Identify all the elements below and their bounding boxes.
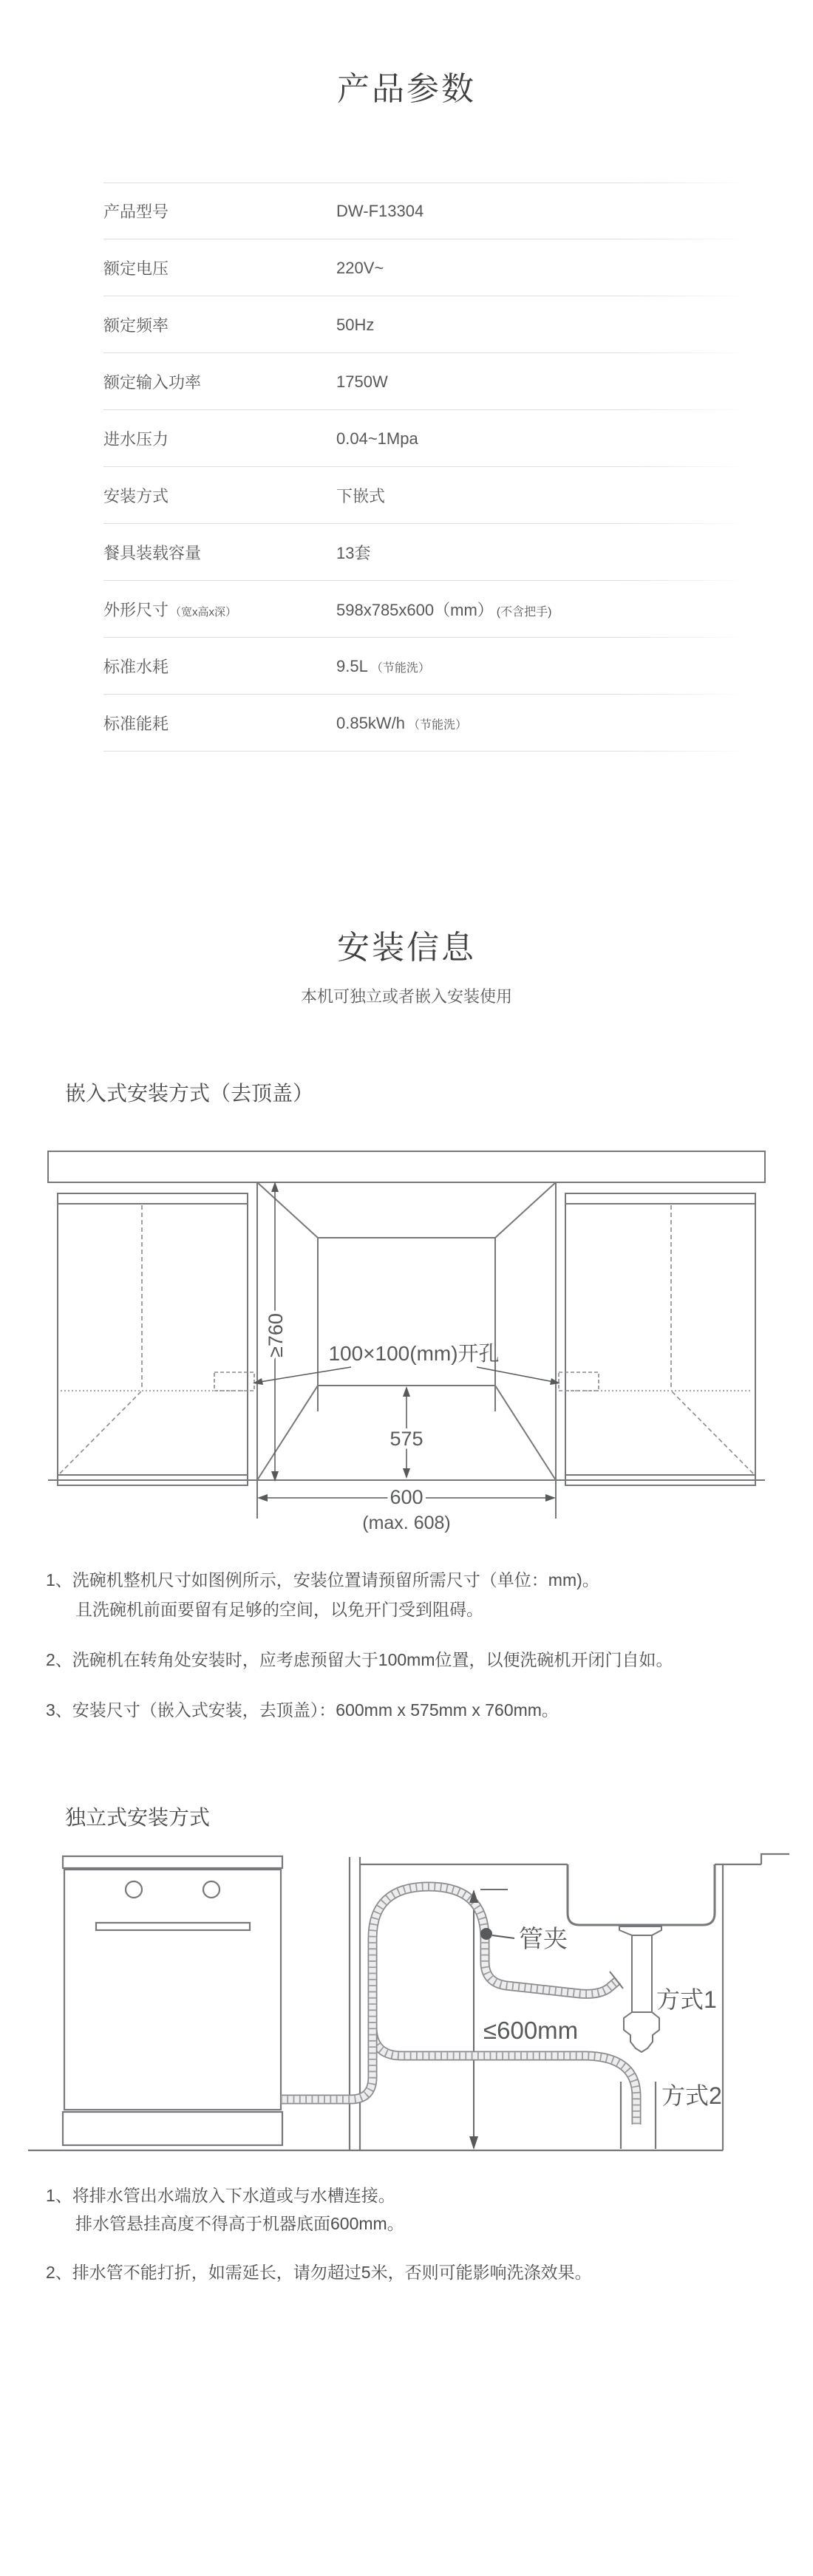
spec-label: 额定频率 — [103, 316, 169, 335]
spec-label-note: （宽x高x深） — [170, 606, 237, 619]
spec-value-cell — [336, 372, 391, 392]
left-cabinet — [58, 1193, 248, 1485]
dishwasher-plinth — [63, 2112, 282, 2145]
spec-label-cell — [103, 598, 336, 621]
right-cabinet — [565, 1193, 755, 1485]
note-text: 2、排水管不能打折，如需延长，请勿超过5米，否则可能影响洗涤效果。 — [46, 2263, 592, 2282]
spec-row — [103, 467, 748, 524]
spec-value: 598x785x600（mm） — [336, 601, 494, 619]
spec-value: 9.5L — [336, 656, 368, 675]
spec-row — [103, 353, 748, 410]
spec-value-cell — [336, 429, 421, 449]
dim-depth-label: 575 — [390, 1428, 423, 1450]
install-info-title: 安装信息 — [337, 930, 476, 966]
spec-label: 餐具装载容量 — [103, 544, 202, 562]
spec-row — [103, 410, 748, 467]
spec-label: 额定输入功率 — [103, 373, 202, 392]
dim-width-label: 600 — [390, 1486, 423, 1508]
spec-label: 进水压力 — [103, 430, 169, 449]
note-text: 排水管悬挂高度不得高于机器底面600mm。 — [75, 2214, 404, 2233]
countertop — [48, 1151, 765, 1182]
dishwasher-knob — [126, 1881, 142, 1898]
spec-value-note: （节能洗） — [407, 718, 467, 732]
spec-value: 50Hz — [336, 315, 375, 334]
spec-value: 0.04~1Mpa — [336, 429, 418, 448]
spec-value-cell — [336, 598, 551, 621]
note-line — [46, 1645, 673, 1674]
spec-label-cell — [103, 484, 336, 507]
dishwasher — [63, 1856, 282, 2145]
height-limit-label: ≤600mm — [483, 2017, 579, 2044]
dishwasher-body — [64, 1870, 281, 2110]
note-line — [46, 2258, 592, 2286]
spec-value-cell — [336, 714, 467, 733]
spec-row — [103, 638, 748, 695]
spec-value: 0.85kW/h — [336, 713, 405, 732]
spec-value: 1750W — [336, 372, 388, 391]
spec-value: 13套 — [336, 544, 371, 562]
freestanding-install-diagram — [22, 1844, 791, 2154]
note-line — [46, 2181, 592, 2209]
spec-label: 外形尺寸 — [103, 601, 169, 619]
note-text: 且洗碗机前面要留有足够的空间，以免开门受到阻碍。 — [75, 1600, 483, 1619]
spec-label-cell — [103, 712, 336, 735]
spec-label-cell — [103, 256, 336, 279]
sink-bowl — [568, 1864, 715, 1925]
spec-label-cell — [103, 313, 336, 336]
clamp-label: 管夹 — [519, 1925, 568, 1952]
spec-value-cell — [336, 316, 377, 335]
spec-value-cell — [336, 657, 430, 676]
note-line — [46, 1695, 673, 1725]
sink-drain — [619, 1926, 661, 2052]
dishwasher-knob — [203, 1881, 220, 1898]
clamp-leader — [492, 1935, 514, 1938]
spec-label: 标准水耗 — [103, 658, 169, 676]
drain-flange — [619, 1926, 661, 1935]
spec-row — [103, 695, 748, 752]
note-text: 3、安装尺寸（嵌入式安装，去顶盖）：600mm x 575mm x 760mm。 — [46, 1700, 559, 1720]
spec-row — [103, 524, 748, 581]
method2-label: 方式2 — [661, 2082, 722, 2109]
freestanding-install-heading: 独立式安装方式 — [65, 1806, 211, 1829]
drain-hose — [281, 1887, 636, 2124]
note-text: 1、将排水管出水端放入下水道或与水槽连接。 — [46, 2186, 395, 2205]
spec-label: 产品型号 — [103, 202, 169, 221]
install-info-subtitle: 本机可独立或者嵌入安装使用 — [300, 987, 512, 1006]
dim-width-max-label: (max. 608) — [362, 1513, 451, 1533]
note-line — [75, 2209, 592, 2238]
spec-value-cell — [336, 202, 426, 221]
note-text: 2、洗碗机在转角处安装时，应考虑预留大于100mm位置，以便洗碗机开闭门自如。 — [46, 1650, 673, 1669]
spec-row — [103, 183, 748, 239]
spec-row — [103, 581, 748, 638]
spec-value-note: (不含把手) — [496, 606, 552, 619]
spec-label-cell — [103, 655, 336, 678]
product-params-title: 产品参数 — [337, 71, 476, 107]
spec-row — [103, 239, 748, 296]
note-text: 1、洗碗机整机尺寸如图例所示，安装位置请预留所需尺寸（单位：mm)。 — [46, 1570, 599, 1589]
dishwasher-top — [63, 1856, 282, 1868]
dim-height-label: ≥760 — [265, 1313, 287, 1357]
spec-table — [103, 183, 748, 752]
spec-value-cell — [336, 484, 388, 507]
freestanding-install-notes — [46, 2181, 592, 2286]
clamp-dot — [480, 1928, 492, 1940]
embedded-install-heading: 嵌入式安装方式（去顶盖） — [65, 1082, 314, 1105]
spec-label-cell — [103, 200, 336, 222]
spec-label-cell — [103, 541, 336, 564]
spec-label-cell — [103, 427, 336, 450]
dim-cutout-label: 100×100(mm)开孔 — [328, 1342, 500, 1365]
spec-value-note: （节能洗） — [370, 661, 430, 675]
spec-label: 安装方式 — [103, 487, 169, 505]
note-line — [46, 1565, 673, 1595]
spec-row — [103, 296, 748, 353]
dishwasher-handle — [96, 1923, 250, 1930]
spec-value-cell — [336, 541, 373, 564]
spec-value: 220V~ — [336, 258, 384, 277]
spec-value: 下嵌式 — [336, 487, 386, 505]
embedded-install-diagram — [22, 1134, 791, 1556]
embedded-install-notes — [46, 1565, 673, 1725]
spec-value-cell — [336, 259, 387, 278]
spec-value: DW-F13304 — [336, 201, 424, 220]
spec-label: 额定电压 — [103, 259, 169, 278]
spec-label-cell — [103, 370, 336, 393]
note-line — [75, 1595, 673, 1624]
drain-tailpiece — [624, 2012, 659, 2052]
method1-label: 方式1 — [656, 1986, 717, 2013]
spec-label: 标准能耗 — [103, 715, 169, 733]
